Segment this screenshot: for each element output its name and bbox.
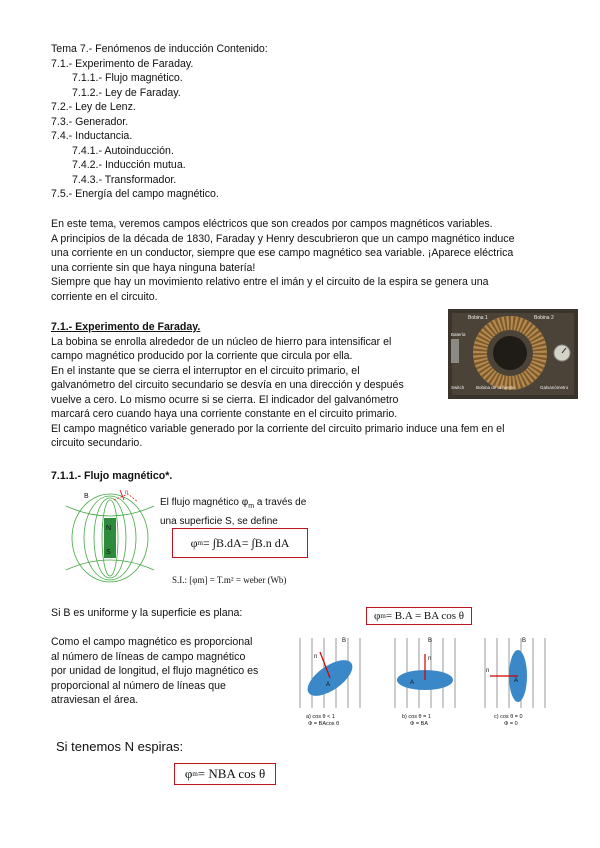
definition-text: una superficie S, se define (160, 515, 278, 527)
formula-equals-integral: = ∫ (241, 535, 255, 550)
faraday-line: La bobina se enrolla alrededor de un núcleo de hierro para intensificar el (51, 335, 392, 348)
formula-phi: φ (184, 766, 193, 781)
formula-equals-integral: = ∫ (202, 535, 217, 550)
faraday-line: El campo magnético variable generado por la corriente del circuito primario induce una fem en el (51, 422, 505, 435)
contents-item: 7.2.- Ley de Lenz. (51, 101, 136, 113)
magnet-label-n: N (106, 525, 112, 532)
case-caption: c) cos θ = 0 (494, 714, 523, 720)
normal-vector-arrow (120, 490, 124, 500)
proportional-line: por unidad de longitud, el flujo magnético es (51, 665, 259, 677)
case-caption: Φ = BA (410, 721, 428, 727)
vector-label-b: B (428, 638, 433, 644)
vector-label-b: B (522, 638, 527, 644)
faraday-toroid-figure (448, 309, 578, 399)
formula-rhs: = NBA cos θ (197, 766, 266, 781)
contents-item: 7.1.1.- Flujo magnético. (72, 72, 183, 84)
contents-heading: Tema 7.- Fenómenos de inducción Contenido: (51, 43, 268, 55)
figure-label: Switch (451, 385, 465, 390)
faraday-section (51, 320, 504, 451)
vector-label-n: n (428, 656, 432, 662)
n-turns-formula (174, 763, 276, 785)
uniform-text: Si B es uniforme y la superficie es plana: (51, 607, 243, 619)
proportional-line: Como el campo magnético es proporcional (51, 636, 253, 648)
case-caption: b) cos θ = 1 (402, 714, 431, 720)
proportional-paragraph (51, 635, 258, 708)
area-label: A (410, 680, 415, 686)
contents-item: 7.4.- Inductancia. (51, 130, 133, 142)
formula-phi: φ (190, 535, 198, 550)
formula-subscript: m (380, 612, 386, 620)
figure-label: Bobina 2 (534, 315, 554, 321)
intro-line: Siempre que hay un movimiento relativo entre el imán y el circuito de la espira se genera una (51, 276, 489, 288)
faraday-line: vuelve a cero. Lo mismo ocurre si se cierra. El indicador del galvanómetro (51, 393, 399, 406)
intro-line: A principios de la década de 1830, Faraday y Henry descubrieron que un campo magnético induce (51, 232, 515, 245)
figure-label: Galvanómetro (540, 385, 569, 390)
faraday-line: marcará cero cuando haya una corriente constante en el circuito primario. (51, 408, 398, 420)
battery-icon (451, 339, 459, 363)
contents-item: 7.5.- Energía del campo magnético. (51, 188, 219, 200)
vector-label-b: B (84, 493, 89, 500)
definition-subscript: m (248, 503, 255, 510)
figure-label: Bobina 1 (468, 315, 488, 321)
n-turns-text: Si tenemos N espiras: (56, 739, 184, 754)
contents-item: 7.4.3.- Transformador. (72, 173, 177, 186)
contents-item: 7.1.2.- Ley de Faraday. (72, 86, 181, 99)
proportional-line: atraviesan el área. (51, 694, 139, 706)
vector-label-n: n (125, 490, 129, 496)
proportional-line: proporcional al número de líneas que (51, 679, 226, 692)
case-caption: Φ = BAcos θ (308, 721, 340, 727)
case-caption: a) cos θ < 1 (306, 714, 335, 720)
vector-label-n: n (486, 668, 490, 674)
vector-label-n: n (314, 654, 318, 660)
intro-paragraph (51, 217, 514, 304)
formula-integrand: B.n dA (254, 535, 290, 550)
faraday-line: En el instante que se cierra el interruptor en el circuito primario, el (51, 364, 360, 377)
contents-item: 7.4.1.- Autoinducción. (72, 144, 174, 157)
contents-item: 7.3.- Generador. (51, 115, 129, 128)
intro-line: corriente en el circuito. (51, 290, 158, 303)
definition-text: El flujo magnético φ (160, 497, 249, 508)
section-title: 7.1.1.- Flujo magnético*. (51, 470, 173, 482)
contents-item: 7.4.2.- Inducción mutua. (72, 159, 186, 171)
table-of-contents (51, 42, 268, 202)
intro-line: una corriente sin que haya ninguna batería! (51, 261, 256, 274)
figure-label: Bobina de la fuente (476, 385, 515, 390)
definition-text: a través de (254, 497, 307, 508)
flux-orientation-figure (290, 632, 560, 728)
case-caption: Φ = 0 (504, 721, 518, 727)
proportional-line: al número de líneas de campo magnético (51, 650, 246, 663)
formula-integrand: B.dA (216, 535, 242, 550)
magnet-label-s: S (106, 549, 111, 556)
vector-label-b: B (342, 638, 347, 644)
figure-label: Batería (451, 332, 466, 337)
uniform-flux-formula (366, 607, 472, 625)
formula-phi: φ (374, 610, 381, 622)
formula-subscript: m (192, 770, 198, 778)
formula-subscript: m (197, 539, 203, 547)
faraday-line: campo magnético producido por la corriente que circula por ella. (51, 350, 353, 362)
contents-item: 7.1.- Experimento de Faraday. (51, 57, 194, 70)
faraday-line: circuito secundario. (51, 437, 143, 449)
section-title: 7.1.- Experimento de Faraday. (51, 321, 201, 333)
flux-definition (160, 496, 306, 529)
intro-line: En este tema, veremos campos eléctricos que son creados por campos magnéticos variables. (51, 218, 493, 230)
intro-line: una corriente en un conductor, siempre que ese campo magnético sea variable. ¡Aparece eléctrica (51, 247, 514, 259)
bar-magnet-field-figure (62, 486, 158, 586)
faraday-line: galvanómetro del circuito secundario se desvía en una dirección y después (51, 379, 404, 391)
formula-rhs: = B.A = BA cos θ (385, 610, 464, 622)
area-label: A (326, 682, 331, 688)
area-label: A (514, 678, 519, 684)
flux-units: S.I.: [φm] = T.m² = weber (Wb) (172, 575, 287, 585)
flux-integral-formula (172, 528, 308, 558)
